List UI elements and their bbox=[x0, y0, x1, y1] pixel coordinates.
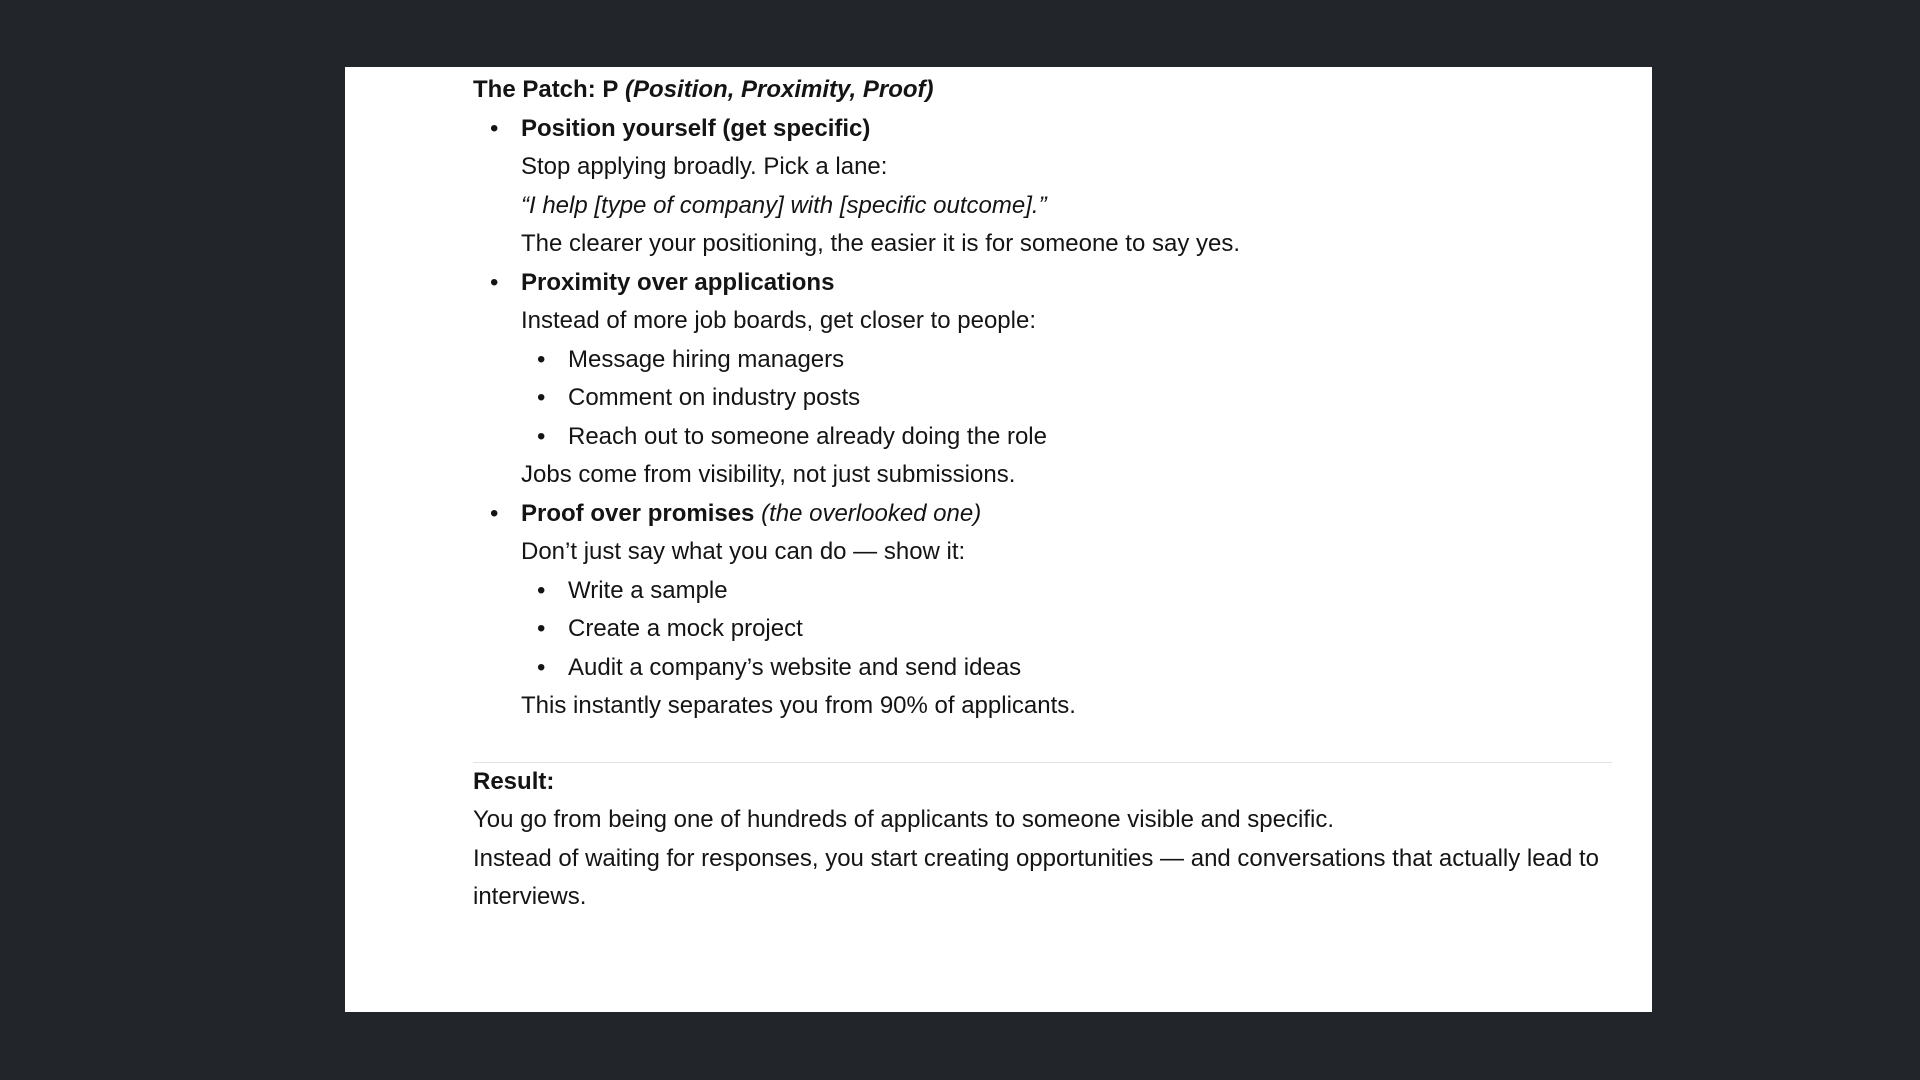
proof-sublist bbox=[521, 572, 1612, 688]
list-item-position bbox=[473, 110, 1612, 264]
sublist-note: This instantly separates you from 90% of applicants. bbox=[521, 692, 1076, 719]
section-title bbox=[473, 71, 1612, 110]
document-panel bbox=[345, 67, 1652, 1012]
section-title-main: The Patch: P bbox=[473, 76, 619, 103]
patch-framework-list bbox=[473, 110, 1612, 726]
item-line: Don’t just say what you can do — show it: bbox=[521, 538, 966, 565]
sublist-item: • Write a sample bbox=[521, 572, 1612, 611]
result-heading: Result: bbox=[473, 767, 555, 795]
result-line: Instead of waiting for responses, you start creating opportunities — and conversations that actually lead to interviews. bbox=[473, 844, 1599, 910]
item-heading-text: Position yourself (get specific) bbox=[521, 114, 871, 142]
result-line: You go from being one of hundreds of applicants to someone visible and specific. bbox=[473, 806, 1334, 833]
sublist-note: Jobs come from visibility, not just submissions. bbox=[521, 461, 1016, 488]
section-title-paren: (Position, Proximity, Proof) bbox=[625, 76, 934, 103]
item-heading-suffix: (the overlooked one) bbox=[761, 499, 982, 527]
list-item-proof bbox=[473, 495, 1612, 726]
item-heading-text: Proof over promises bbox=[521, 499, 755, 527]
item-quote-line bbox=[521, 187, 1612, 226]
item-line: The clearer your positioning, the easier it is for someone to say yes. bbox=[521, 230, 1241, 257]
sublist-item: • Audit a company’s website and send ideas bbox=[521, 649, 1612, 688]
sublist-item: • Comment on industry posts bbox=[521, 379, 1612, 418]
item-quote-text: “I help [type of company] with [specific outcome].” bbox=[521, 191, 1047, 219]
document-content bbox=[473, 71, 1612, 917]
item-line: Instead of more job boards, get closer to people: bbox=[521, 307, 1036, 334]
item-heading-text: Proximity over applications bbox=[521, 268, 835, 296]
item-heading bbox=[521, 264, 1612, 303]
proximity-sublist bbox=[521, 341, 1612, 457]
sublist-item: • Reach out to someone already doing the role bbox=[521, 418, 1612, 457]
item-heading bbox=[521, 495, 1612, 534]
item-heading bbox=[521, 110, 1612, 149]
item-line: Stop applying broadly. Pick a lane: bbox=[521, 153, 888, 180]
list-item-proximity bbox=[473, 264, 1612, 495]
sublist-item: • Create a mock project bbox=[521, 610, 1612, 649]
sublist-item: • Message hiring managers bbox=[521, 341, 1612, 380]
